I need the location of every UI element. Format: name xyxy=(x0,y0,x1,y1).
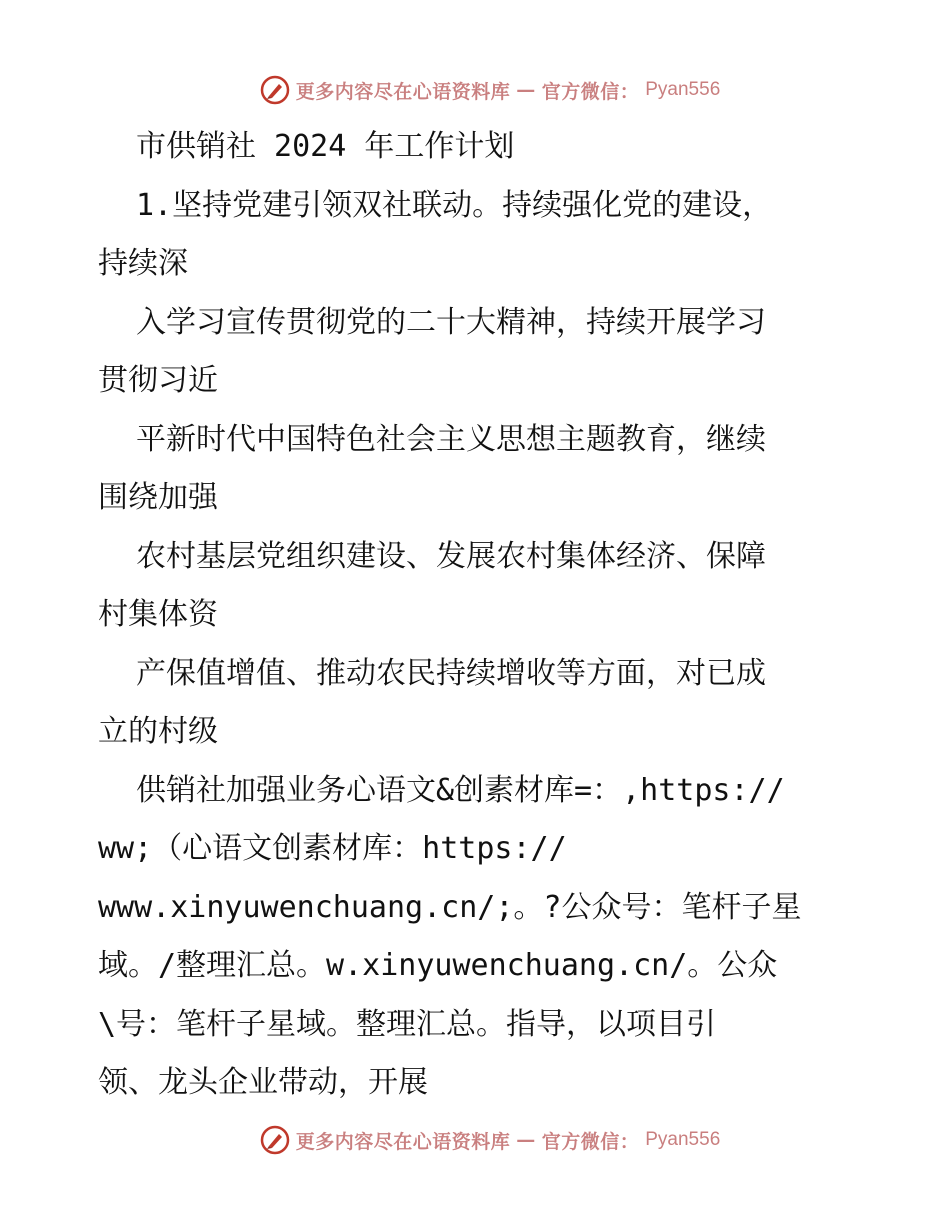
document-line: 持续深 xyxy=(98,246,188,281)
document-line: ww;（心语文创素材库：https:// xyxy=(98,831,567,866)
pen-nib-logo-icon xyxy=(260,1125,290,1155)
footer-banner xyxy=(0,1120,950,1160)
header-wechat-label: 官方微信： xyxy=(541,80,640,103)
document-line: 域。/整理汇总。w.xinyuwenchuang.cn/。公众 xyxy=(98,948,778,983)
document-line: 入学习宣传贯彻党的二十大精神，持续开展学习 xyxy=(136,304,766,340)
document-line: 供销社加强业务心语文&创素材库=：,https:// xyxy=(136,772,785,808)
document-line: 产保值增值、推动农民持续增收等方面，对已成 xyxy=(136,655,766,691)
document-line: www.xinyuwenchuang.cn/;。?公众号：笔杆子星 xyxy=(98,889,802,925)
header-banner xyxy=(0,70,950,110)
document-line: 立的村级 xyxy=(98,714,218,749)
document-line: 市供销社 2024 年工作计划 xyxy=(136,129,515,164)
document-body xyxy=(98,118,858,1113)
header-wechat-id: Pyan556 xyxy=(645,79,721,100)
document-line: 村集体资 xyxy=(98,597,218,632)
footer-dash: — xyxy=(516,1129,536,1151)
document-line: 平新时代中国特色社会主义思想主题教育，继续 xyxy=(136,421,766,457)
footer-wechat-label: 官方微信： xyxy=(541,1130,640,1153)
header-banner-content xyxy=(260,75,721,105)
document-line: \号：笔杆子星域。整理汇总。指导，以项目引 xyxy=(98,1006,717,1042)
header-dash: — xyxy=(516,79,536,101)
footer-banner-content xyxy=(260,1125,721,1155)
document-line: 1.坚持党建引领双社联动。持续强化党的建设， xyxy=(136,187,773,223)
document-line: 贯彻习近 xyxy=(98,363,218,398)
header-brand-text: 更多内容尽在心语资料库 xyxy=(295,80,511,103)
document-line: 领、龙头企业带动，开展 xyxy=(98,1065,428,1100)
document-line: 围绕加强 xyxy=(98,480,218,515)
document-line: 农村基层党组织建设、发展农村集体经济、保障 xyxy=(136,538,766,574)
pen-nib-logo-icon xyxy=(260,75,290,105)
footer-wechat-id: Pyan556 xyxy=(645,1129,721,1150)
footer-brand-text: 更多内容尽在心语资料库 xyxy=(295,1130,511,1153)
